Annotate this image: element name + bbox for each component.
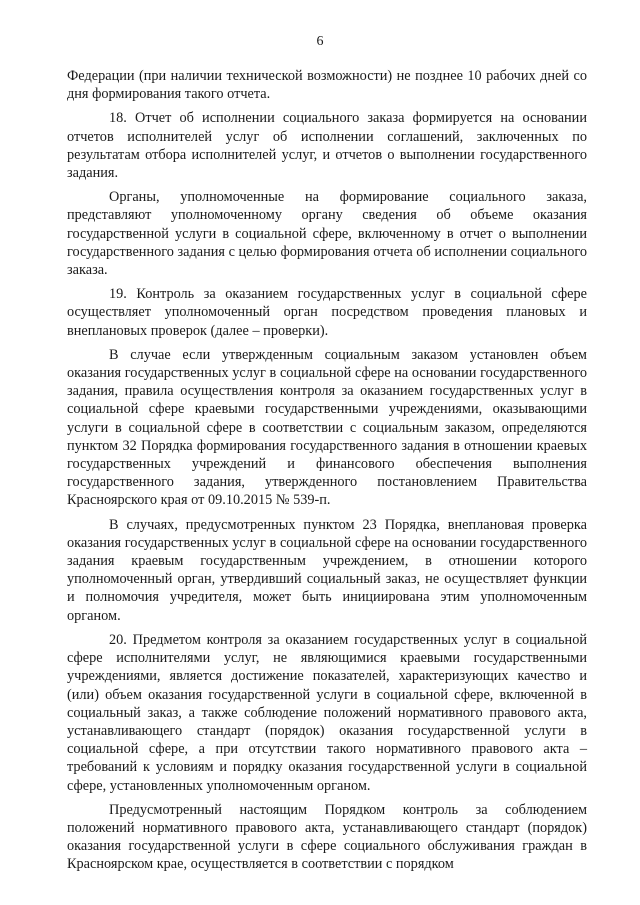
paragraph-control-standard: Предусмотренный настоящим Порядком контроль за соблюдением положений нормативного правового акта, устанавливающего стандарт (порядок) оказания государственной услуги в сфере социального обслуживания граждан в Красноярском крае, осуществляется в соответствии с порядком bbox=[67, 801, 587, 873]
paragraph-unscheduled-inspection: В случаях, предусмотренных пунктом 23 Порядка, внеплановая проверка оказания государственных услуг в социальной сфере на основании государственного задания краевым государственным учреждением, в отношении которого уполномоченный орган, утвердивший социальный заказ, не осуществляет функции и полномочия учредителя, может быть инициирована этим уполномоченным органом. bbox=[67, 516, 587, 624]
paragraph-20: 20. Предметом контроля за оказанием государственных услуг в социальной сфере исполнителями услуг, не являющимися краевыми государственными учреждениями, является достижение показателей, характеризующих качество и (или) объем оказания государственной услуги в социальной сфере, включенной в социальный заказ, а также соблюдение положений нормативного правового акта, устанавливающего стандарт (порядок) оказания государственной услуги в социальной сфере, а при отсутствии такого нормативного правового акта – требований к условиям и порядку оказания государственной услуги в социальной сфере, установленных уполномоченным органом. bbox=[67, 631, 587, 794]
page-number: 6 bbox=[316, 34, 324, 49]
paragraph-organs: Органы, уполномоченные на формирование социального заказа, представляют уполномоченному органу сведения об объеме оказания государственной услуги в социальной сфере, включенному в отчет о выполнении государственного задания с целью формирования отчета об исполнении социального заказа. bbox=[67, 189, 587, 279]
paragraph-19: 19. Контроль за оказанием государственных услуг в социальной сфере осуществляет уполномоченный орган посредством проведения плановых и внеплановых проверок (далее – проверки). bbox=[67, 286, 587, 339]
paragraph-continuation: Федерации (при наличии технической возможности) не позднее 10 рабочих дней со дня формирования такого отчета. bbox=[67, 68, 587, 103]
paragraph-18: 18. Отчет об исполнении социального заказа формируется на основании отчетов исполнителей услуг об исполнении соглашений, заключенных по результатам отбора исполнителей услуг, и отчетов о выполнении государственного задания. bbox=[67, 110, 587, 182]
document-body bbox=[67, 67, 587, 880]
paragraph-state-assignment: В случае если утвержденным социальным заказом установлен объем оказания государственных услуг в социальной сфере на основании государственного задания, правила осуществления контроля за оказанием государственных услуг в социальной сфере краевыми государственными учреждениями, оказывающими услуги в социальной сфере в соответствии с социальным заказом, определяются пунктом 32 Порядка формирования государственного задания в отношении краевых государственных учреждений и финансового обеспечения выполнения государственного задания, утвержденного постановлением Правительства Красноярского края от 09.10.2015 № 539-п. bbox=[67, 346, 587, 509]
